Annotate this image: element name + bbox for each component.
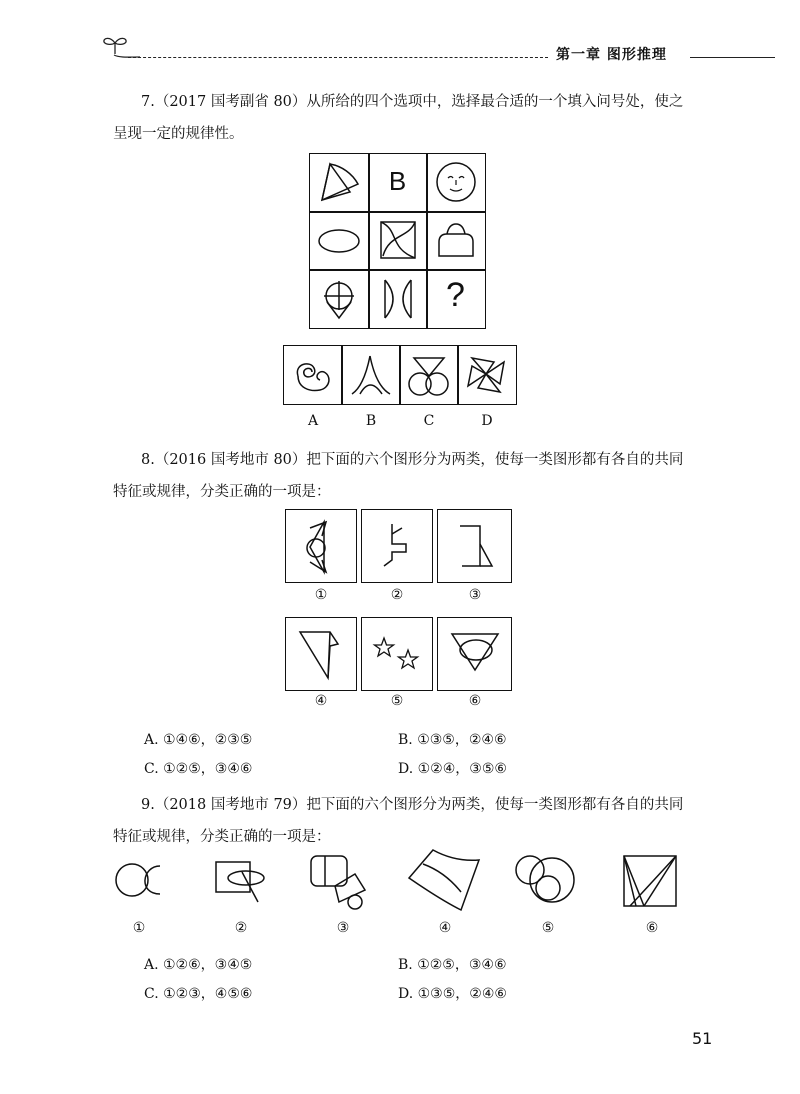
q7-cell-3 xyxy=(426,153,486,213)
q7-cell-1 xyxy=(309,153,370,213)
bracket-shape-icon xyxy=(438,510,511,582)
header-rule-left xyxy=(128,57,548,58)
swirl-shape-icon xyxy=(284,346,341,403)
q9-label-6: ⑥ xyxy=(645,920,659,936)
q8-figure-1[interactable] xyxy=(285,509,357,583)
q9-choice-c[interactable]: C. ①②③，④⑤⑥ xyxy=(144,986,253,1002)
folded-triangle-icon xyxy=(286,618,356,690)
q9-choice-d[interactable]: D. ①③⑤，②④⑥ xyxy=(398,986,507,1002)
q7-cell-2 xyxy=(368,153,428,213)
q7-label-a: A xyxy=(307,413,319,429)
two-stars-icon xyxy=(362,618,432,690)
q9-figure-2[interactable] xyxy=(210,852,272,912)
q8-figure-4[interactable] xyxy=(285,617,357,691)
q9-figure-6[interactable] xyxy=(620,848,684,910)
q8-figure-6[interactable] xyxy=(437,617,512,691)
chapter-title: 第一章 图形推理 xyxy=(556,47,667,63)
zigzag-icon xyxy=(362,510,432,582)
triangle-circles-icon xyxy=(400,346,457,403)
q8-label-4: ④ xyxy=(314,693,328,709)
header-rule-right xyxy=(690,57,775,58)
q7-text: 7.（2017 国考副省 80）从所给的四个选项中，选择最合适的一个填入问号处，使之呈现一定的规律性。 xyxy=(113,94,684,142)
q9-label-3: ③ xyxy=(336,920,350,936)
square-curve-icon xyxy=(369,212,426,269)
q9-label-4: ④ xyxy=(438,920,452,936)
q7-cell-8 xyxy=(368,269,428,329)
q7-option-c[interactable] xyxy=(399,345,459,405)
ellipse-icon xyxy=(310,212,368,269)
q7-option-a[interactable] xyxy=(283,345,343,405)
tripod-shape-icon xyxy=(342,346,399,403)
q8-label-6: ⑥ xyxy=(468,693,482,709)
q9-choice-b[interactable]: B. ①②⑤，③④⑥ xyxy=(398,957,507,973)
q7-label-c: C xyxy=(423,413,435,429)
q9-choice-a[interactable]: A. ①②⑥，③④⑤ xyxy=(144,957,253,973)
q9-label-2: ② xyxy=(234,920,248,936)
q8-figure-3[interactable] xyxy=(437,509,512,583)
q8-label-1: ① xyxy=(314,587,328,603)
q7-cell-4 xyxy=(309,211,370,271)
arch-shape-icon xyxy=(369,270,426,327)
triangles-circle-icon xyxy=(286,510,356,582)
page-number: 51 xyxy=(692,1029,713,1048)
q9-figure-3[interactable] xyxy=(305,850,375,912)
circle-cross-icon xyxy=(310,270,368,327)
q7-option-d[interactable] xyxy=(457,345,517,405)
q7-cell-9 xyxy=(426,269,486,329)
q9-label-1: ① xyxy=(132,920,146,936)
q9-figure-4[interactable] xyxy=(405,846,485,914)
q8-choice-a[interactable]: A. ①④⑥，②③⑤ xyxy=(144,732,253,748)
triangle-ellipse-icon xyxy=(438,618,511,690)
q8-choice-c[interactable]: C. ①②⑤，③④⑥ xyxy=(144,761,253,777)
question-mark: ? xyxy=(446,276,465,314)
sprout-icon xyxy=(100,30,130,60)
q7-cell-6 xyxy=(426,211,486,271)
letter-b: B xyxy=(388,166,407,196)
q7-cell-7 xyxy=(309,269,370,329)
q9-figure-5[interactable] xyxy=(508,848,580,912)
sector-shape-icon xyxy=(310,154,368,211)
q8-label-3: ③ xyxy=(468,587,482,603)
q8-label-5: ⑤ xyxy=(390,693,404,709)
q8-choice-b[interactable]: B. ①③⑤，②④⑥ xyxy=(398,732,507,748)
q7-label-d: D xyxy=(481,413,493,429)
q7-label-b: B xyxy=(365,413,377,429)
q9-figure-1[interactable] xyxy=(108,850,168,910)
q8-text: 8.（2016 国考地市 80）把下面的六个图形分为两类，使每一类图形都有各自的共同特征或规律，分类正确的一项是： xyxy=(113,452,684,500)
smiley-face-icon xyxy=(427,154,484,211)
q8-figure-5[interactable] xyxy=(361,617,433,691)
pinwheel-icon xyxy=(458,346,515,403)
q8-choice-d[interactable]: D. ①②④，③⑤⑥ xyxy=(398,761,507,777)
q9-label-5: ⑤ xyxy=(541,920,555,936)
bag-shape-icon xyxy=(427,212,484,269)
q8-label-2: ② xyxy=(390,587,404,603)
q9-text: 9.（2018 国考地市 79）把下面的六个图形分为两类，使每一类图形都有各自的共同特征或规律，分类正确的一项是： xyxy=(113,797,684,845)
q8-figure-2[interactable] xyxy=(361,509,433,583)
q7-cell-5 xyxy=(368,211,428,271)
q7-option-b[interactable] xyxy=(341,345,401,405)
